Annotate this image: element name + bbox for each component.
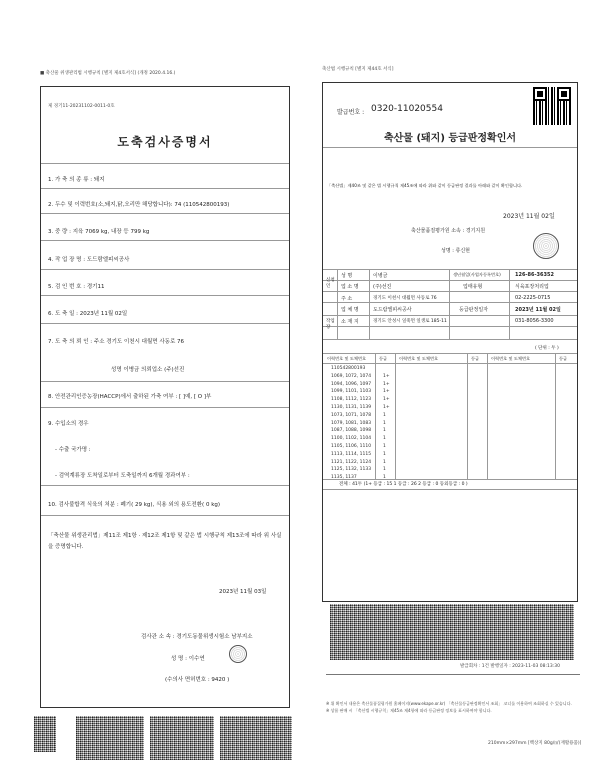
- info-label: 업 체 명: [341, 307, 359, 313]
- divider: [41, 407, 289, 408]
- divider: [337, 269, 338, 339]
- divider: [467, 353, 468, 479]
- scan-barcode-block: [76, 716, 144, 760]
- scan-barcode-block: [220, 716, 292, 760]
- info-value: 02-2225-0715: [515, 295, 551, 301]
- row-requester-name: 성명 이병금 의뢰업소 (주)선진: [111, 367, 185, 373]
- info-value: 2023년 11월 02일: [515, 307, 561, 313]
- row-haccp: 8. 안전관리인증농장(HACCP)에서 출하된 가축 여부 : [ ]예, [ O ]부: [48, 394, 212, 400]
- grading-date: 2023년 11월 02일: [503, 213, 555, 220]
- info-value: (주)선진: [373, 284, 392, 290]
- divider: [41, 269, 289, 270]
- divider: [323, 315, 577, 316]
- info-value: 식육포장처리업: [515, 284, 549, 290]
- row-weight: 3. 중 량 : 지육 7069 kg, 내장 등 799 kg: [48, 229, 150, 235]
- info-value: 126-86-36352: [515, 272, 554, 278]
- right-form-header: 축산법 시행규칙 [별지 제44호 서식]: [322, 67, 394, 72]
- row-workplace: 4. 작 업 장 명 : 도드람엘피씨공사: [48, 257, 130, 263]
- info-label: 성 명: [341, 273, 353, 279]
- divider: [323, 489, 577, 490]
- info-label: 소 재 지: [341, 319, 359, 325]
- info-value: 도드람엘피씨공사: [373, 307, 412, 313]
- divider: [326, 674, 580, 675]
- divider: [41, 515, 289, 516]
- grading-certificate: [322, 82, 578, 602]
- issuer-name: 성명 : 류신현: [441, 248, 471, 254]
- info-label: 등급판정일자: [459, 307, 488, 313]
- issuer-office: 축산물품질평가원 소속 : 경기지원: [411, 228, 486, 234]
- row-slaughter-date: 6. 도 축 일 : 2023년 11월 02일: [48, 311, 128, 317]
- divider: [323, 280, 577, 281]
- row-requester-address: 7. 도 축 의 뢰 인 : 주소 경기도 이천시 대월면 사동로 76: [48, 339, 185, 345]
- info-value: 경기도 이천시 대월면 사동로 76: [373, 296, 437, 301]
- info-label: 생년월일(사업자등록번호): [453, 272, 501, 277]
- qr-code-icon: [533, 87, 571, 125]
- vet-license: (수의사 면허번호 : 9420 ): [165, 677, 230, 683]
- divider: [323, 302, 577, 303]
- divider: [323, 147, 577, 148]
- row-livestock-type: 1. 가 축 의 종 류 : 돼지: [48, 177, 105, 183]
- table-header: 등급: [379, 356, 388, 361]
- divider: [41, 295, 289, 296]
- divider: [41, 323, 289, 324]
- divider: [41, 213, 289, 214]
- divider: [41, 163, 289, 164]
- table-header: 이력번호 및 도체번호: [399, 356, 439, 361]
- certificate-number: 제 경기11-20231102-0011-0호: [48, 104, 115, 109]
- divider: [369, 269, 370, 339]
- divider: [449, 269, 450, 339]
- info-label: 업태유형: [463, 284, 483, 290]
- issue-date: 2023년 11월 03일: [219, 589, 267, 595]
- divider: [41, 240, 289, 241]
- row-import: 9. 수입소의 경우: [48, 421, 89, 427]
- issue-number: 0320-11020554: [371, 104, 443, 114]
- info-label: 업 소 명: [341, 284, 359, 290]
- unit-label: ( 단위 : 두 ): [535, 346, 559, 351]
- scan-barcode-block: [330, 604, 574, 660]
- divider: [323, 269, 577, 270]
- table-header: 이력번호 및 도체번호: [491, 356, 531, 361]
- divider: [323, 363, 577, 364]
- row-head-count: 2. 두수 및 이력번호(소,돼지,닭,오리만 해당합니다): 74 (110542800193): [48, 202, 230, 208]
- info-value: 031-8056-3300: [515, 318, 554, 324]
- info-value: 경기도 안성시 일죽면 일생로 185-11: [373, 319, 447, 324]
- workplace-side-label: 작업장: [326, 319, 335, 330]
- applicant-side-label: 신청인: [326, 278, 335, 289]
- row-quarantine: - 검역계류장 도착일로부터 도축일까지 6개월 경과여부 :: [55, 473, 190, 479]
- divider: [323, 339, 577, 340]
- row-export-country: - 수출 국가명 :: [55, 447, 91, 453]
- issue-label: 발급번호 :: [337, 109, 365, 116]
- info-value: 이병금: [373, 273, 388, 279]
- divider: [375, 353, 376, 479]
- inspector-office: 검사관 소 속 : 경기도동물위생시험소 남부지소: [141, 634, 253, 640]
- divider: [41, 381, 289, 382]
- divider: [323, 326, 577, 327]
- divider: [41, 485, 289, 486]
- certificate-title: 도축검사증명서: [117, 135, 213, 149]
- issue-stamp-note: 발급회차 : 1건 발행일자 : 2023-11-03 08:13:30: [460, 664, 560, 669]
- divider: [41, 188, 289, 189]
- official-seal-icon: [533, 233, 559, 259]
- divider: [487, 353, 488, 479]
- row-disposal: 10. 검사불합격 식육의 처분 : 폐기( 29 kg), 식용 외의 용도전환( 0 kg): [48, 502, 221, 508]
- grading-title: 축산물 (돼지) 등급판정확인서: [383, 133, 517, 144]
- legal-statement: 「축산물 위생관리법」제11조 제1항 · 제12조 제1항 및 같은 법 시행규칙 제13조에 따라 위 사실을 증명합니다.: [48, 533, 282, 550]
- inspector-seal-icon: [229, 645, 247, 663]
- paper-spec: 210mm×297mm [백상지 80g/㎡(재활용품)]: [488, 741, 582, 746]
- law-statement: 「축산법」제40조 및 같은 법 시행규칙 제45조에 따라 위와 같이 등급판정 결과를 아래와 같이 확인합니다.: [327, 183, 523, 188]
- inspector-name: 성 명 : 이수연: [171, 656, 205, 662]
- divider: [509, 269, 510, 339]
- left-form-header: ■ 축산물 위생관리법 시행규칙 [별지 제4호서식] (개정 2020.4.16.): [40, 71, 176, 76]
- scan-barcode-block: [150, 716, 214, 760]
- totals-row: 전체 : 41두 (1+ 등급 : 15 1 등급 : 26 2 등급 : 0 등외등급 : 0 ): [339, 482, 468, 487]
- scan-barcode-block: [34, 716, 56, 752]
- info-label: 주 소: [341, 296, 353, 302]
- divider: [555, 353, 556, 479]
- divider: [323, 291, 577, 292]
- divider: [395, 353, 396, 479]
- row-stamp-number: 5. 검 인 번 호 : 경기11: [48, 284, 105, 290]
- table-header: 이력번호 및 도체번호: [327, 356, 367, 361]
- notes: ※ 위 확인서 내용은 축산물품질평가원 홈페이지(www.ekape.or.kr) 「축산물등급판정확인서 조회」 코너를 이용하여 조회하실 수 있습니다. ※ 상품 판매 시 「축산법 시행규칙」제45조 제4항에 따라 등급판정 정보를 표시하여야 합니다.: [326, 701, 572, 713]
- table-header: 등급: [471, 356, 480, 361]
- grade-list: 1+ 1+ 1+ 1+ 1+ 1 1 1 1 1 1 1 1 1: [383, 373, 390, 481]
- divider: [323, 353, 577, 354]
- slaughter-inspection-certificate: [40, 86, 290, 708]
- carcass-number-list: 110542800193 1069, 1072, 1074 1094, 1096, 1097 1099, 1101, 1103 1108, 1112, 1123 1130, 1131, 1139 1073, 1071, 1078 1079, 1081, 1083 1087, 1088, 1098 1100, 1102, 1104 1105, 1106, 1110 1113, 1114, 1115 1121, 1122, 1124 1125, 1132, 1133 1135, 1137: [331, 366, 372, 481]
- table-header: 등급: [559, 356, 568, 361]
